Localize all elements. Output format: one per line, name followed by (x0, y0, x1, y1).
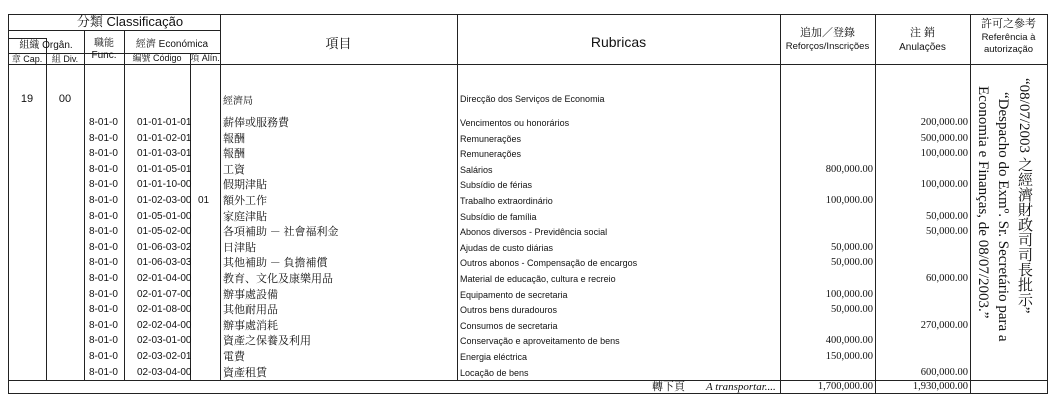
codigo-cell: 01-06-03-03 (137, 257, 192, 268)
rubrica-cell: Energia eléctrica (460, 352, 528, 362)
codigo-cell: 01-01-02-01 (137, 133, 192, 144)
reforco-amount: 800,000.00 (825, 164, 873, 175)
reforco-amount: 100,000.00 (825, 289, 873, 300)
items-cell: 電費 (223, 351, 245, 363)
rule (8, 38, 46, 39)
classificacao-header: 分類 Classificação (76, 14, 184, 29)
anulacao-amount: 200,000.00 (920, 117, 968, 128)
items-cell: 辦事處消耗 (223, 320, 278, 332)
rule (8, 14, 9, 394)
items-cell: 辦事處設備 (223, 289, 278, 301)
rubrica-cell: Conservação e aproveitamento de bens (460, 336, 620, 346)
items-cell: 報酬 (223, 148, 245, 160)
anulacao-amount: 270,000.00 (920, 320, 968, 331)
codigo-cell: 02-01-07-00 (137, 289, 192, 300)
rubrica-cell: Outros abonos - Compensação de encargos (460, 258, 638, 268)
rubrica-cell: Material de educação, cultura e recreio (460, 274, 616, 284)
rubrica-cell: Subsídio de família (460, 212, 537, 222)
rubrica-cell: Remunerações (460, 134, 522, 144)
anulacao-amount: 60,000.00 (926, 273, 968, 284)
rubrica-cell: Salários (460, 165, 493, 175)
funcional-header-cn: 職能 (94, 38, 114, 49)
org-items: 經濟局 (223, 96, 253, 107)
header-bottom-rule (8, 64, 1048, 65)
codigo-cell: 02-03-01-00 (137, 335, 192, 346)
reforco-amount: 50,000.00 (831, 242, 873, 253)
codigo-cell: 02-01-08-00 (137, 304, 192, 315)
rubricas-header: Rubricas (590, 34, 647, 50)
codigo-cell: 02-03-04-00 (137, 367, 192, 378)
funcional-cell: 8-01-0 (89, 133, 118, 144)
codigo-cell: 02-02-04-00 (137, 320, 192, 331)
funcional-cell: 8-01-0 (89, 242, 118, 253)
div-header: 組 Div. (51, 54, 79, 64)
org-rubricas: Direcção dos Serviços de Economia (460, 94, 605, 104)
rule (457, 14, 458, 380)
items-cell: 資產租賃 (223, 367, 267, 379)
funcional-cell: 8-01-0 (89, 257, 118, 268)
rule (1047, 14, 1048, 394)
anulacoes-header-pt: Anulações (899, 42, 946, 53)
footer-label-pt: A transportar.... (706, 381, 776, 393)
codigo-cell: 01-05-02-00 (137, 226, 192, 237)
reforco-amount: 100,000.00 (825, 195, 873, 206)
cap-header: 章 Cap. (11, 54, 43, 64)
items-cell: 其他補助 － 負擔補償 (223, 257, 328, 269)
funcional-cell: 8-01-0 (89, 351, 118, 362)
funcional-cell: 8-01-0 (89, 117, 118, 128)
rubrica-cell: Subsídio de férias (460, 180, 533, 190)
rubrica-cell: Abonos diversos - Previdência social (460, 227, 608, 237)
items-cell: 報酬 (223, 133, 245, 145)
reforcos-header-pt: Reforços/Inscrições (785, 41, 870, 52)
funcional-cell: 8-01-0 (89, 273, 118, 284)
anulacao-amount: 100,000.00 (920, 179, 968, 190)
div-value: 00 (58, 93, 72, 105)
items-cell: 其他耐用品 (223, 304, 278, 316)
footer-label-cn: 轉下頁 (652, 381, 685, 393)
items-cell: 假期津貼 (223, 179, 267, 191)
codigo-cell: 02-01-04-00 (137, 273, 192, 284)
anulacoes-header-cn: 注 銷 (909, 27, 936, 39)
rule (46, 38, 47, 380)
reforco-amount: 50,000.00 (831, 257, 873, 268)
reforco-amount: 150,000.00 (825, 351, 873, 362)
funcional-cell: 8-01-0 (89, 179, 118, 190)
codigo-cell: 01-01-05-01 (137, 164, 192, 175)
rule (8, 30, 220, 31)
funcional-cell: 8-01-0 (89, 226, 118, 237)
rubrica-cell: Outros bens duradouros (460, 305, 558, 315)
codigo-cell: 01-06-03-02 (137, 242, 192, 253)
rule (220, 14, 221, 380)
funcional-cell: 8-01-0 (89, 148, 118, 159)
anulacao-amount: 50,000.00 (926, 226, 968, 237)
referencia-header-pt1: Referência à (981, 32, 1036, 43)
reforcos-header-cn: 追加／登錄 (800, 27, 855, 39)
codigo-cell: 01-01-03-01 (137, 148, 192, 159)
items-cell: 家庭津貼 (223, 211, 267, 223)
codigo-cell: 01-05-01-00 (137, 211, 192, 222)
items-cell: 日津貼 (223, 242, 256, 254)
rubrica-cell: Consumos de secretaria (460, 321, 558, 331)
referencia-header-pt2: autorização (983, 44, 1034, 55)
rubrica-cell: Locação de bens (460, 368, 529, 378)
items-cell: 額外工作 (223, 195, 267, 207)
authorization-pt1: “Despacho do Exmº. Sr. Secretário para a (995, 92, 1011, 342)
anulacao-amount: 100,000.00 (920, 148, 968, 159)
funcional-cell: 8-01-0 (89, 289, 118, 300)
anulacao-amount: 50,000.00 (926, 211, 968, 222)
total-reforcos: 1,700,000.00 (817, 381, 873, 392)
items-header: 項目 (325, 36, 352, 51)
funcional-cell: 8-01-0 (89, 304, 118, 315)
funcional-cell: 8-01-0 (89, 195, 118, 206)
items-cell: 教育、文化及康樂用品 (223, 273, 333, 285)
rule (970, 14, 971, 394)
codigo-cell: 02-03-02-01 (137, 351, 192, 362)
items-cell: 工資 (223, 164, 245, 176)
reforco-amount: 50,000.00 (831, 304, 873, 315)
codigo-cell: 01-01-01-01 (137, 117, 192, 128)
rule (84, 30, 85, 380)
anulacao-amount: 600,000.00 (920, 367, 968, 378)
funcional-cell: 8-01-0 (89, 367, 118, 378)
rubrica-cell: Vencimentos ou honorários (460, 118, 570, 128)
reforco-amount: 400,000.00 (825, 335, 873, 346)
cap-value: 19 (20, 93, 34, 105)
alinea-cell: 01 (198, 195, 210, 206)
funcional-header-pt: Func. (91, 50, 117, 61)
codigo-cell: 01-02-03-00 (137, 195, 192, 206)
rubrica-cell: Remunerações (460, 149, 522, 159)
items-cell: 各項補助 － 社會福利金 (223, 226, 339, 238)
rubrica-cell: Trabalho extraordinário (460, 196, 553, 206)
referencia-header-cn: 許可之參考 (981, 18, 1036, 30)
alinea-header: 項 Alín. (190, 53, 220, 63)
codigo-cell: 01-01-10-00 (137, 179, 192, 190)
authorization-cn: “08/07/2003 之經濟財政司司長批示” (1016, 78, 1032, 314)
funcional-cell: 8-01-0 (89, 335, 118, 346)
organica-header: 組織 Orgân. (19, 40, 73, 51)
funcional-cell: 8-01-0 (89, 211, 118, 222)
total-anulacoes: 1,930,000.00 (912, 381, 968, 392)
economica-header: 經濟 Económica (135, 39, 209, 50)
rubrica-cell: Ajudas de custo diárias (460, 243, 554, 253)
funcional-cell: 8-01-0 (89, 164, 118, 175)
items-cell: 資產之保養及利用 (223, 335, 311, 347)
anulacao-amount: 500,000.00 (920, 133, 968, 144)
rule (875, 14, 876, 394)
authorization-pt2: Economia e Finanças, de 08/07/2003.” (975, 86, 991, 319)
rubrica-cell: Equipamento de secretaria (460, 290, 568, 300)
codigo-header: 編號 Código (132, 53, 182, 63)
funcional-cell: 8-01-0 (89, 320, 118, 331)
items-cell: 薪俸或服務費 (223, 117, 289, 129)
